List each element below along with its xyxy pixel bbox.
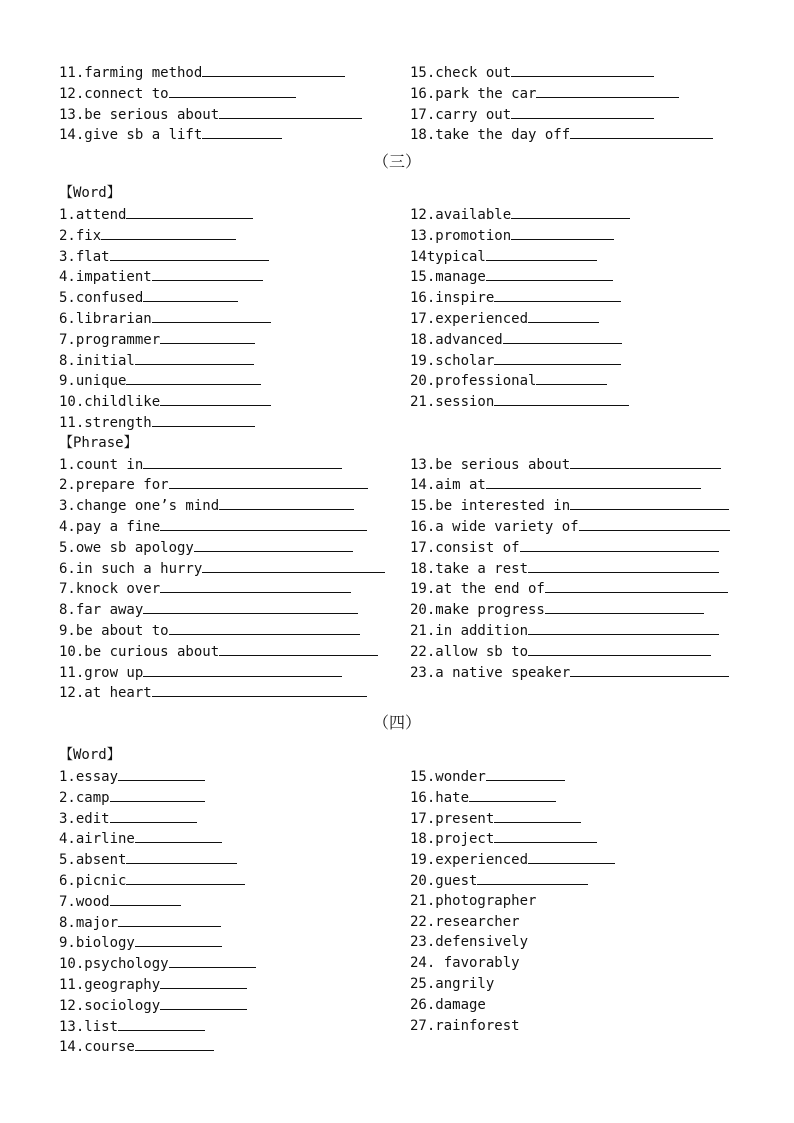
vocab-item: [59, 83, 399, 104]
answer-blank[interactable]: [169, 474, 368, 489]
vocab-item: [410, 287, 750, 308]
vocab-item: [410, 204, 750, 225]
vocab-item-text: 19.experienced: [410, 852, 529, 869]
answer-blank[interactable]: [528, 308, 599, 323]
vocab-item: [59, 599, 399, 620]
vocab-item-text: 15.be interested in: [410, 498, 571, 515]
vocab-item: [59, 474, 399, 495]
section3-title: （三）: [372, 152, 421, 172]
vocab-item: [410, 124, 750, 145]
answer-blank[interactable]: [110, 808, 197, 823]
vocab-item: [59, 308, 399, 329]
vocab-item: [410, 891, 750, 912]
answer-blank[interactable]: [202, 558, 385, 573]
answer-blank[interactable]: [486, 266, 613, 281]
answer-blank[interactable]: [202, 124, 282, 139]
section4-word-label: 【Word】: [59, 747, 121, 764]
vocab-item: [59, 225, 399, 246]
vocab-item: [410, 537, 750, 558]
answer-blank[interactable]: [135, 1036, 214, 1051]
section3-phrase-label: 【Phrase】: [59, 434, 138, 451]
vocab-item: [59, 537, 399, 558]
vocab-item: [59, 266, 399, 287]
answer-blank[interactable]: [143, 662, 342, 677]
vocab-item-text: 17.consist of: [410, 539, 520, 556]
vocab-item-text: 5.absent: [59, 852, 127, 869]
vocab-item: [59, 912, 399, 933]
vocab-item-text: 2.camp: [59, 789, 110, 806]
vocab-item: [59, 516, 399, 537]
part2-right-column: [410, 62, 750, 145]
answer-blank[interactable]: [152, 308, 271, 323]
vocab-item: [410, 932, 750, 953]
vocab-item-text: 4.impatient: [59, 269, 152, 286]
worksheet-page: [0, 62, 794, 1057]
vocab-item-text: 6.in such a hurry: [59, 560, 203, 577]
vocab-item: [59, 1016, 399, 1037]
answer-blank[interactable]: [194, 537, 353, 552]
vocab-item: [59, 953, 399, 974]
vocab-item-text: 15.check out: [410, 65, 512, 81]
vocab-item: [410, 662, 750, 683]
vocab-item-text: 8.major: [59, 914, 119, 931]
section4-words-left: [59, 766, 399, 1057]
vocab-item-text: 6.picnic: [59, 872, 127, 889]
vocab-item-text: 17.carry out: [410, 106, 512, 123]
vocab-item: [59, 558, 399, 579]
answer-blank[interactable]: [511, 62, 654, 77]
vocab-item-text: 11.strength: [59, 414, 152, 431]
vocab-item: [410, 83, 750, 104]
vocab-item-text: 11.geography: [59, 976, 161, 993]
vocab-item: [410, 578, 750, 599]
vocab-item-text: 13.list: [59, 1018, 119, 1035]
answer-blank[interactable]: [101, 225, 236, 240]
vocab-item: [59, 974, 399, 995]
vocab-item-text: 9.unique: [59, 373, 127, 390]
answer-blank[interactable]: [126, 870, 245, 885]
vocab-item: [59, 391, 399, 412]
vocab-item: [59, 350, 399, 371]
vocab-item-text: 16.park the car: [410, 85, 537, 102]
answer-blank[interactable]: [143, 599, 358, 614]
vocab-item: [410, 370, 750, 391]
answer-blank[interactable]: [494, 828, 597, 843]
answer-blank[interactable]: [118, 766, 205, 781]
vocab-item-text: 9.be about to: [59, 622, 169, 639]
vocab-item-text: 13.be serious about: [410, 456, 571, 473]
answer-blank[interactable]: [511, 104, 654, 119]
vocab-item-text: 1.attend: [59, 206, 127, 223]
answer-blank[interactable]: [152, 412, 255, 427]
answer-blank[interactable]: [511, 225, 614, 240]
answer-blank[interactable]: [511, 204, 630, 219]
vocab-item: [410, 104, 750, 125]
section4-title: （四）: [372, 713, 421, 733]
vocab-item-text: 26.damage: [410, 996, 486, 1013]
vocab-item: [410, 808, 750, 829]
answer-blank[interactable]: [110, 787, 205, 802]
vocab-item: [59, 62, 399, 83]
answer-blank[interactable]: [219, 641, 378, 656]
answer-blank[interactable]: [579, 516, 730, 531]
vocab-item-text: 12.sociology: [59, 997, 161, 1014]
vocab-item: [410, 1016, 750, 1037]
vocab-item: [59, 870, 399, 891]
vocab-item-text: 3.change one’s mind: [59, 498, 220, 515]
vocab-item-text: 21.photographer: [410, 892, 537, 909]
answer-blank[interactable]: [160, 995, 247, 1010]
section3-words-right: [410, 204, 750, 412]
answer-blank[interactable]: [126, 849, 237, 864]
vocab-item-text: 18.project: [410, 831, 495, 848]
answer-blank[interactable]: [152, 266, 263, 281]
vocab-item-text: 15.manage: [410, 269, 486, 286]
vocab-item-text: 13.promotion: [410, 227, 512, 244]
vocab-item: [59, 995, 399, 1016]
vocab-item: [59, 329, 399, 350]
answer-blank[interactable]: [118, 912, 221, 927]
vocab-item-text: 16.inspire: [410, 290, 495, 307]
answer-blank[interactable]: [503, 329, 622, 344]
vocab-item: [59, 682, 399, 703]
vocab-item: [410, 828, 750, 849]
vocab-item-text: 23.a native speaker: [410, 664, 571, 681]
vocab-item: [410, 641, 750, 662]
vocab-item-text: 14.course: [59, 1039, 135, 1056]
vocab-item-text: 20.professional: [410, 373, 537, 390]
answer-blank[interactable]: [486, 246, 597, 261]
vocab-item: [410, 266, 750, 287]
section4-words-right: [410, 766, 750, 1036]
vocab-item: [410, 391, 750, 412]
vocab-item-text: 7.programmer: [59, 331, 161, 348]
vocab-item: [59, 662, 399, 683]
vocab-item-text: 13.be serious about: [59, 106, 220, 123]
vocab-item: [410, 912, 750, 933]
vocab-item-text: 25.angrily: [410, 975, 495, 992]
answer-blank[interactable]: [160, 329, 255, 344]
answer-blank[interactable]: [160, 578, 351, 593]
answer-blank[interactable]: [545, 578, 728, 593]
vocab-item-text: 17.experienced: [410, 310, 529, 327]
vocab-item: [59, 454, 399, 475]
answer-blank[interactable]: [160, 516, 367, 531]
vocab-item: [410, 995, 750, 1016]
vocab-item: [410, 495, 750, 516]
vocab-item-text: 9.biology: [59, 935, 135, 952]
answer-blank[interactable]: [486, 474, 701, 489]
answer-blank[interactable]: [545, 599, 704, 614]
vocab-item-text: 20.make progress: [410, 602, 545, 619]
vocab-item: [59, 412, 399, 433]
answer-blank[interactable]: [494, 391, 629, 406]
vocab-item-text: 22.allow sb to: [410, 643, 529, 660]
answer-blank[interactable]: [477, 870, 588, 885]
answer-blank[interactable]: [135, 932, 222, 947]
section3-phrase-grid: [0, 454, 794, 704]
vocab-item: [410, 766, 750, 787]
vocab-item: [59, 204, 399, 225]
answer-blank[interactable]: [135, 350, 254, 365]
vocab-item-text: 10.psychology: [59, 956, 169, 973]
answer-blank[interactable]: [126, 370, 261, 385]
answer-blank[interactable]: [135, 828, 222, 843]
vocab-item-text: 11.grow up: [59, 664, 144, 681]
vocab-item-text: 5.confused: [59, 290, 144, 307]
part2-tail-grid: [0, 62, 794, 145]
vocab-item: [59, 849, 399, 870]
section3-phrases-right: [410, 454, 750, 683]
vocab-item: [410, 474, 750, 495]
vocab-item-text: 8.initial: [59, 352, 135, 369]
vocab-item: [59, 578, 399, 599]
vocab-item-text: 20.guest: [410, 872, 478, 889]
vocab-item-text: 16.hate: [410, 789, 470, 806]
answer-blank[interactable]: [494, 808, 581, 823]
vocab-item-text: 17.present: [410, 810, 495, 827]
vocab-item-text: 3.flat: [59, 248, 110, 265]
answer-blank[interactable]: [160, 974, 247, 989]
vocab-item: [410, 953, 750, 974]
vocab-item-text: 21.in addition: [410, 622, 529, 639]
vocab-item-text: 14.give sb a lift: [59, 127, 203, 144]
answer-blank[interactable]: [126, 204, 253, 219]
answer-blank[interactable]: [486, 766, 565, 781]
answer-blank[interactable]: [520, 537, 719, 552]
vocab-item: [410, 350, 750, 371]
answer-blank[interactable]: [169, 953, 256, 968]
vocab-item-text: 24. favorably: [410, 955, 520, 972]
vocab-item-text: 27.rainforest: [410, 1017, 520, 1034]
vocab-item: [59, 104, 399, 125]
vocab-item-text: 5.owe sb apology: [59, 539, 194, 556]
vocab-item-text: 18.take a rest: [410, 560, 529, 577]
answer-blank[interactable]: [570, 495, 729, 510]
section3-phrases-left: [59, 454, 399, 704]
answer-blank[interactable]: [169, 620, 360, 635]
vocab-item-text: 11.farming method: [59, 65, 203, 81]
vocab-item-text: 16.a wide variety of: [410, 518, 579, 535]
vocab-item-text: 18.advanced: [410, 331, 503, 348]
vocab-item: [59, 641, 399, 662]
answer-blank[interactable]: [528, 849, 615, 864]
part2-left-column: [59, 62, 399, 145]
answer-blank[interactable]: [528, 620, 719, 635]
section3-words-left: [59, 204, 399, 433]
answer-blank[interactable]: [110, 246, 269, 261]
vocab-item: [59, 287, 399, 308]
vocab-item: [59, 246, 399, 267]
answer-blank[interactable]: [570, 662, 729, 677]
vocab-item: [59, 891, 399, 912]
answer-blank[interactable]: [219, 495, 354, 510]
answer-blank[interactable]: [143, 454, 342, 469]
vocab-item: [59, 787, 399, 808]
vocab-item-text: 8.far away: [59, 602, 144, 619]
section3-word-label: 【Word】: [59, 185, 121, 202]
answer-blank[interactable]: [528, 558, 719, 573]
vocab-item: [59, 932, 399, 953]
answer-blank[interactable]: [536, 83, 679, 98]
vocab-item-text: 14typical: [410, 248, 486, 265]
vocab-item-text: 18.take the day off: [410, 127, 571, 144]
vocab-item: [59, 766, 399, 787]
vocab-item: [410, 246, 750, 267]
vocab-item-text: 23.defensively: [410, 934, 529, 951]
vocab-item: [59, 620, 399, 641]
vocab-item: [410, 599, 750, 620]
vocab-item-text: 10.childlike: [59, 394, 161, 411]
section3-word-grid: [0, 204, 794, 433]
answer-blank[interactable]: [110, 891, 181, 906]
vocab-item: [59, 808, 399, 829]
vocab-item-text: 4.airline: [59, 831, 135, 848]
answer-blank[interactable]: [118, 1016, 205, 1031]
vocab-item: [410, 62, 750, 83]
answer-blank[interactable]: [202, 62, 345, 77]
vocab-item: [410, 558, 750, 579]
vocab-item-text: 7.knock over: [59, 581, 161, 598]
vocab-item: [410, 974, 750, 995]
answer-blank[interactable]: [469, 787, 556, 802]
vocab-item: [59, 1036, 399, 1057]
answer-blank[interactable]: [152, 682, 367, 697]
answer-blank[interactable]: [536, 370, 607, 385]
vocab-item: [410, 870, 750, 891]
answer-blank[interactable]: [160, 391, 271, 406]
answer-blank[interactable]: [494, 287, 621, 302]
vocab-item-text: 7.wood: [59, 893, 110, 910]
vocab-item: [410, 329, 750, 350]
vocab-item-text: 14.aim at: [410, 477, 486, 494]
vocab-item: [410, 516, 750, 537]
vocab-item-text: 10.be curious about: [59, 643, 220, 660]
vocab-item: [59, 124, 399, 145]
vocab-item-text: 15.wonder: [410, 768, 486, 785]
vocab-item-text: 19.at the end of: [410, 581, 545, 598]
vocab-item-text: 22.researcher: [410, 913, 520, 930]
vocab-item-text: 12.available: [410, 206, 512, 223]
answer-blank[interactable]: [528, 641, 711, 656]
answer-blank[interactable]: [143, 287, 238, 302]
answer-blank[interactable]: [169, 83, 296, 98]
vocab-item: [410, 849, 750, 870]
vocab-item-text: 19.scholar: [410, 352, 495, 369]
answer-blank[interactable]: [219, 104, 362, 119]
vocab-item: [410, 787, 750, 808]
vocab-item-text: 1.count in: [59, 456, 144, 473]
vocab-item-text: 12.connect to: [59, 85, 169, 102]
vocab-item: [59, 828, 399, 849]
answer-blank[interactable]: [494, 350, 621, 365]
section4-word-grid: [0, 766, 794, 1057]
vocab-item: [410, 308, 750, 329]
answer-blank[interactable]: [570, 454, 721, 469]
vocab-item: [59, 495, 399, 516]
vocab-item-text: 6.librarian: [59, 310, 152, 327]
vocab-item-text: 2.prepare for: [59, 477, 169, 494]
answer-blank[interactable]: [570, 124, 713, 139]
vocab-item-text: 3.edit: [59, 810, 110, 827]
vocab-item-text: 4.pay a fine: [59, 518, 161, 535]
vocab-item: [59, 370, 399, 391]
vocab-item-text: 1.essay: [59, 768, 119, 785]
vocab-item: [410, 620, 750, 641]
vocab-item-text: 12.at heart: [59, 685, 152, 702]
vocab-item: [410, 225, 750, 246]
vocab-item: [410, 454, 750, 475]
vocab-item-text: 21.session: [410, 394, 495, 411]
vocab-item-text: 2.fix: [59, 227, 102, 244]
